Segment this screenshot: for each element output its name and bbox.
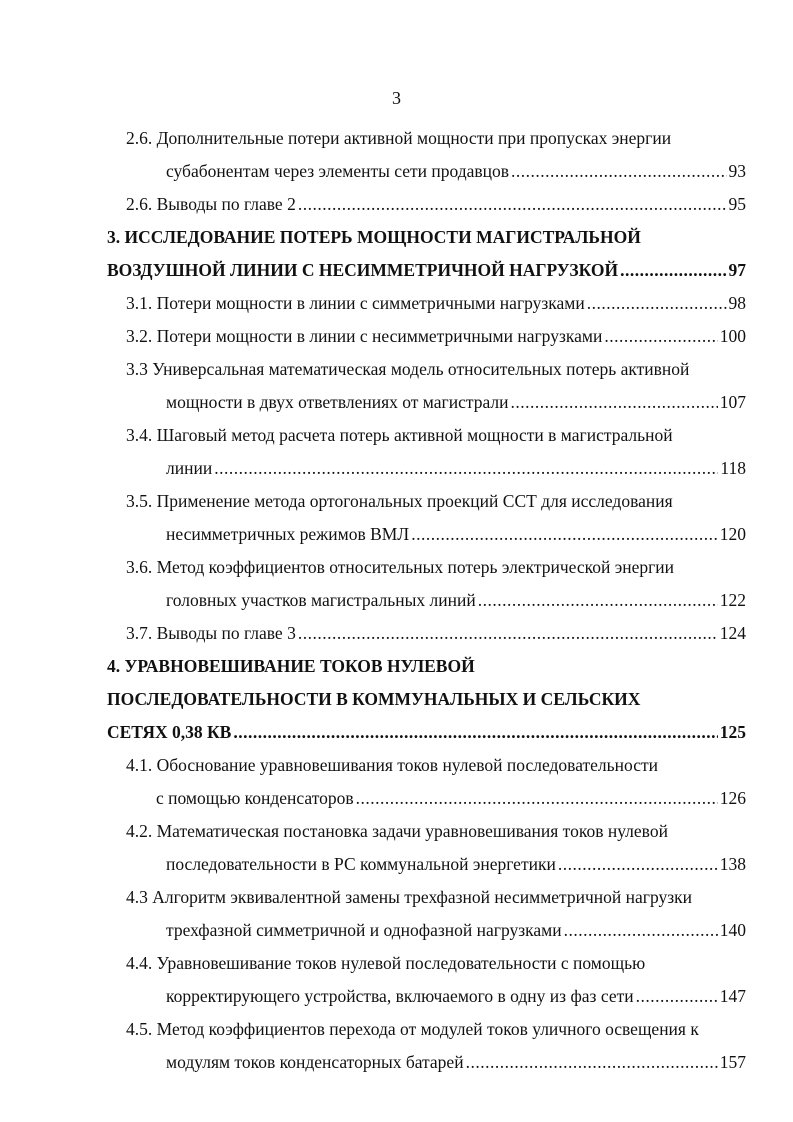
toc-entry-title: 4.5. Метод коэффициентов перехода от модулей токов уличного освещения к xyxy=(126,1019,699,1039)
dot-leader xyxy=(356,782,718,815)
toc-entry-line xyxy=(126,947,746,980)
toc-entry-title: последовательности в РС коммунальной энергетики xyxy=(166,854,556,874)
toc-entry-last-line xyxy=(126,1046,746,1079)
toc-page-number: 138 xyxy=(719,854,746,874)
toc-page-number: 100 xyxy=(719,326,746,346)
toc-entry-last-line xyxy=(107,254,746,287)
toc-page-number: 93 xyxy=(728,161,746,181)
toc-entry-title: 3.2. Потери мощности в линии с несимметричными нагрузками xyxy=(126,326,603,346)
toc-page-number: 124 xyxy=(719,623,746,643)
toc-entry-line xyxy=(126,749,746,782)
dot-leader xyxy=(478,584,718,617)
toc-section-entry xyxy=(126,881,746,947)
dot-leader xyxy=(558,848,718,881)
toc-entry-title: 3.4. Шаговый метод расчета потерь активной мощности в магистральной xyxy=(126,425,673,445)
toc-section-entry xyxy=(126,485,746,551)
toc-entry-title: ВОЗДУШНОЙ ЛИНИИ С НЕСИММЕТРИЧНОЙ НАГРУЗКОЙ xyxy=(107,260,619,280)
toc-chapter-entry xyxy=(107,221,746,287)
toc-entry-title: 3.5. Применение метода ортогональных проекций ССТ для исследования xyxy=(126,491,673,511)
toc-entry-title: линии xyxy=(166,458,213,478)
toc-section-entry xyxy=(126,551,746,617)
toc-entry-last-line xyxy=(126,386,746,419)
toc-page-number: 97 xyxy=(728,260,746,280)
toc-entry-title: несимметричных режимов ВМЛ xyxy=(166,524,410,544)
toc-entry-last-line xyxy=(126,320,746,353)
toc-entry-title: 4.2. Математическая постановка задачи уравновешивания токов нулевой xyxy=(126,821,668,841)
toc-entry-line xyxy=(107,221,746,254)
toc-entry-title: 3.1. Потери мощности в линии с симметричными нагрузками xyxy=(126,293,585,313)
dot-leader xyxy=(564,914,718,947)
toc-entry-last-line xyxy=(126,287,746,320)
toc-section-entry xyxy=(126,188,746,221)
toc-entry-title: модулям токов конденсаторных батарей xyxy=(166,1052,464,1072)
toc-page-number: 107 xyxy=(719,392,746,412)
toc-entry-line xyxy=(126,419,746,452)
toc-entry-title: 4.4. Уравновешивание токов нулевой последовательности с помощью xyxy=(126,953,646,973)
dot-leader xyxy=(411,518,718,551)
table-of-contents xyxy=(0,122,793,1079)
toc-entry-title: 4.3 Алгоритм эквивалентной замены трехфазной несимметричной нагрузки xyxy=(126,887,693,907)
toc-entry-last-line xyxy=(126,848,746,881)
toc-section-entry xyxy=(126,419,746,485)
dot-leader xyxy=(466,1046,718,1079)
toc-entry-line xyxy=(107,683,746,716)
toc-page-number: 157 xyxy=(719,1052,746,1072)
toc-section-entry xyxy=(126,320,746,353)
toc-page-number: 118 xyxy=(720,458,746,478)
dot-leader xyxy=(510,386,717,419)
toc-entry-last-line xyxy=(126,617,746,650)
dot-leader xyxy=(511,155,726,188)
dot-leader xyxy=(587,287,727,320)
toc-section-entry xyxy=(126,1013,746,1079)
toc-entry-last-line xyxy=(126,914,746,947)
toc-entry-title: 3.7. Выводы по главе 3 xyxy=(126,623,296,643)
toc-section-entry xyxy=(126,815,746,881)
toc-section-entry xyxy=(126,122,746,188)
toc-entry-title: 3.6. Метод коэффициентов относительных потерь электрической энергии xyxy=(126,557,675,577)
toc-entry-line xyxy=(126,485,746,518)
toc-entry-title: субабонентам через элементы сети продавцов xyxy=(166,161,510,181)
dot-leader xyxy=(233,716,717,749)
toc-entry-last-line xyxy=(126,782,746,815)
dot-leader xyxy=(298,188,727,221)
toc-entry-last-line xyxy=(126,188,746,221)
toc-entry-title: мощности в двух ответвлениях от магистрали xyxy=(166,392,509,412)
toc-entry-title: с помощью конденсаторов xyxy=(156,788,354,808)
toc-entry-title: ПОСЛЕДОВАТЕЛЬНОСТИ В КОММУНАЛЬНЫХ И СЕЛЬСКИХ xyxy=(107,689,641,709)
toc-page-number: 98 xyxy=(728,293,746,313)
dot-leader xyxy=(620,254,726,287)
toc-entry-last-line xyxy=(126,452,746,485)
toc-page-number: 126 xyxy=(719,788,746,808)
toc-entry-line xyxy=(126,353,746,386)
dot-leader xyxy=(214,452,718,485)
toc-entry-line xyxy=(126,551,746,584)
toc-page-number: 122 xyxy=(719,590,746,610)
toc-entry-title: корректирующего устройства, включаемого в одну из фаз сети xyxy=(166,986,634,1006)
toc-page-number: 125 xyxy=(719,722,746,742)
toc-entry-title: трехфазной симметричной и однофазной нагрузками xyxy=(166,920,562,940)
toc-page-number: 147 xyxy=(719,986,746,1006)
toc-page-number: 95 xyxy=(728,194,746,214)
toc-entry-title: 3.3 Универсальная математическая модель относительных потерь активной xyxy=(126,359,690,379)
dot-leader xyxy=(298,617,718,650)
toc-entry-last-line xyxy=(126,155,746,188)
toc-section-entry xyxy=(126,617,746,650)
toc-entry-line xyxy=(126,122,746,155)
page-number: 3 xyxy=(392,88,401,108)
toc-entry-line xyxy=(107,650,746,683)
dot-leader xyxy=(604,320,717,353)
dot-leader xyxy=(636,980,718,1013)
toc-section-entry xyxy=(126,947,746,1013)
toc-entry-title: 2.6. Дополнительные потери активной мощности при пропусках энергии xyxy=(126,128,672,148)
toc-entry-title: 2.6. Выводы по главе 2 xyxy=(126,194,296,214)
toc-entry-title: 4.1. Обоснование уравновешивания токов нулевой последовательности xyxy=(126,755,658,775)
toc-section-entry xyxy=(126,287,746,320)
toc-page-number: 120 xyxy=(719,524,746,544)
toc-page-number: 140 xyxy=(719,920,746,940)
toc-entry-title: СЕТЯХ 0,38 КВ xyxy=(107,722,232,742)
toc-entry-line xyxy=(126,1013,746,1046)
toc-entry-title: 3. ИССЛЕДОВАНИЕ ПОТЕРЬ МОЩНОСТИ МАГИСТРАЛЬНОЙ xyxy=(107,227,641,247)
toc-entry-title: 4. УРАВНОВЕШИВАНИЕ ТОКОВ НУЛЕВОЙ xyxy=(107,656,475,676)
toc-section-entry xyxy=(126,353,746,419)
toc-entry-last-line xyxy=(126,980,746,1013)
toc-entry-line xyxy=(126,881,746,914)
toc-entry-title: головных участков магистральных линий xyxy=(166,590,476,610)
toc-entry-last-line xyxy=(107,716,746,749)
toc-section-entry xyxy=(126,749,746,815)
toc-entry-last-line xyxy=(126,518,746,551)
toc-chapter-entry xyxy=(107,650,746,749)
toc-entry-line xyxy=(126,815,746,848)
toc-entry-last-line xyxy=(126,584,746,617)
